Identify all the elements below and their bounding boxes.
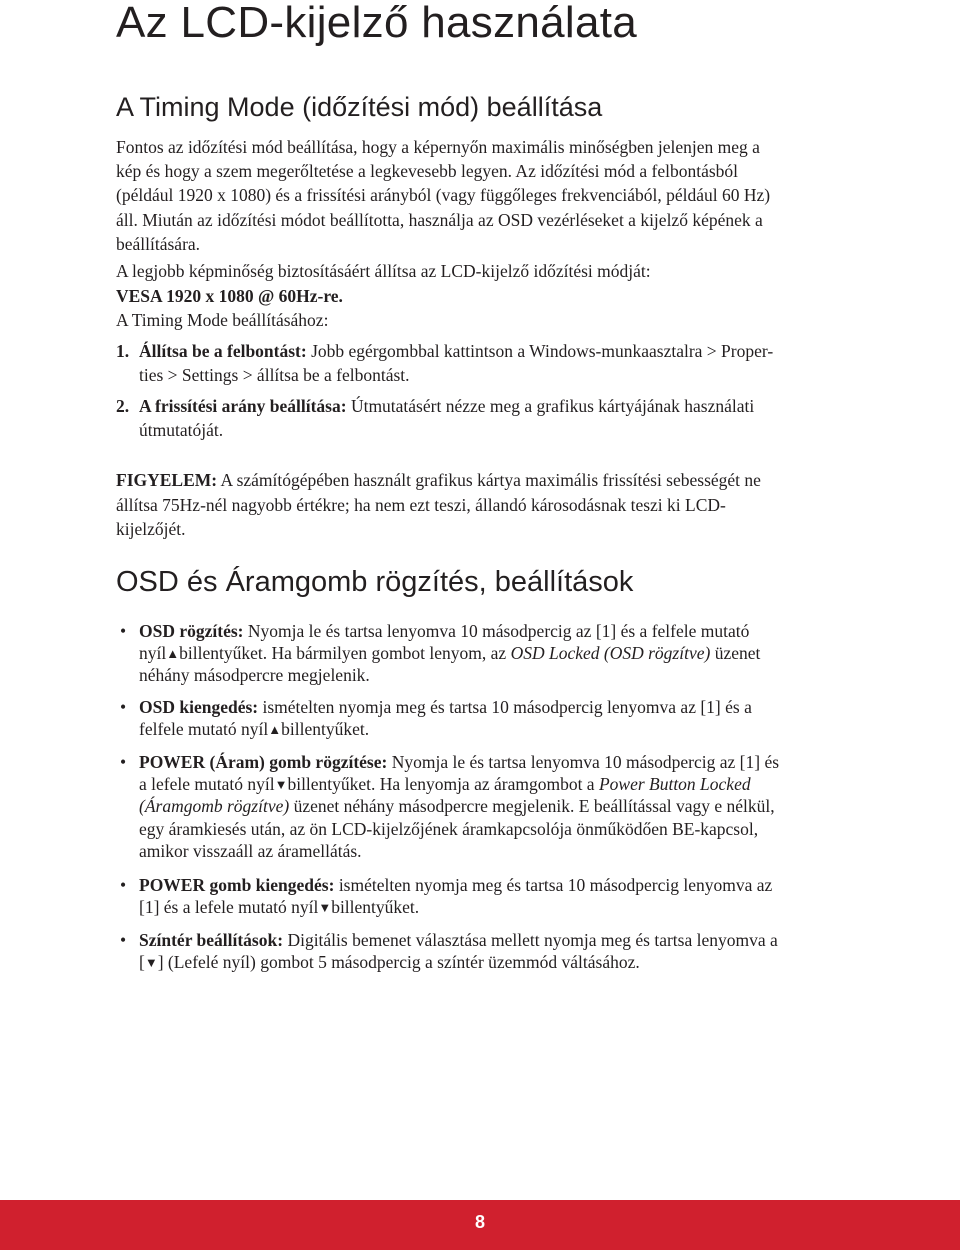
page-title: Az LCD-kijelző használata	[116, 0, 638, 47]
warning-text: állítsa 75Hz-nél nagyobb értékre; ha nem ezt teszi, állandó károsodásnak teszi ki LCD-	[116, 495, 726, 515]
best-quality-value: VESA 1920 x 1080 @ 60Hz-re.	[116, 286, 343, 306]
bullet-icon: •	[120, 875, 127, 895]
item-label: OSD kiengedés:	[139, 697, 259, 717]
list-item: Színtér beállítások: Digitális bemenet választása mellett nyomja meg és tartsa lenyomva a	[139, 930, 778, 950]
list-item-continued: (Áramgomb rögzítve) üzenet néhány másodpercre megjelenik. E beállítással vagy e nélkül,	[139, 796, 775, 816]
list-item-continued: felfele mutató nyíl▲billentyűket.	[139, 719, 370, 739]
message-text: Power Button Locked	[598, 774, 751, 794]
down-arrow-icon: ▼	[274, 777, 288, 792]
step-text-continued: útmutatóját.	[139, 420, 224, 440]
timing-intro-line: áll. Miután az időzítési módot beállította, használja az OSD vezérléseket a kijelző képének a	[116, 210, 763, 230]
list-item: POWER (Áram) gomb rögzítése: Nyomja le és tartsa lenyomva 10 másodpercig az [1] és	[139, 752, 780, 772]
up-arrow-icon: ▲	[268, 722, 282, 737]
step-text: Állítsa be a felbontást: Jobb egérgombbal kattintson a Windows-munkaasztalra > Proper-	[139, 341, 774, 361]
message-text: (Áramgomb rögzítve)	[139, 796, 290, 816]
page-number: 8	[474, 1212, 485, 1232]
bullet-icon: •	[120, 697, 127, 717]
step-text-continued: ties > Settings > állítsa be a felbontást.	[139, 365, 410, 385]
list-item-continued: egy áramkiesés után, az ön LCD-kijelzőjének áramkapcsolója önműködően BE-kapcsol,	[139, 819, 759, 839]
step-text: A frissítési arány beállítása: Útmutatásért nézze meg a grafikus kártyájának használati	[139, 396, 755, 416]
osd-heading: OSD és Áramgomb rögzítés, beállítások	[116, 566, 634, 598]
warning-text: kijelzőjét.	[116, 519, 186, 539]
step-label: A frissítési arány beállítása:	[139, 396, 347, 416]
up-arrow-icon: ▲	[166, 646, 180, 661]
list-item-continued: néhány másodpercre megjelenik.	[139, 665, 370, 685]
timing-heading: A Timing Mode (időzítési mód) beállítása	[116, 92, 603, 122]
footer-bar	[0, 1200, 960, 1250]
step-number: 2.	[116, 396, 130, 416]
best-quality-text: A legjobb képminőség biztosításáért állítsa az LCD-kijelző időzítési módját:	[116, 261, 651, 281]
warning-text: FIGYELEM: A számítógépében használt grafikus kártya maximális frissítési sebességét ne	[116, 470, 761, 490]
list-item: OSD kiengedés: ismételten nyomja meg és tartsa 10 másodpercig lenyomva az [1] és a	[139, 697, 752, 717]
timing-howto: A Timing Mode beállításához:	[116, 310, 329, 330]
list-item: OSD rögzítés: Nyomja le és tartsa lenyomva 10 másodpercig az [1] és a felfele mutató	[139, 621, 750, 641]
step-number: 1.	[116, 341, 130, 361]
list-item-continued: nyíl▲billentyűket. Ha bármilyen gombot lenyom, az OSD Locked (OSD rögzítve) üzenet	[139, 643, 761, 663]
list-item-continued: [▼] (Lefelé nyíl) gombot 5 másodpercig a színtér üzemmód váltásához.	[139, 952, 640, 972]
list-item-continued: a lefele mutató nyíl▼billentyűket. Ha lenyomja az áramgombot a Power Button Locked	[139, 774, 751, 794]
list-item-continued: [1] és a lefele mutató nyíl▼billentyűket.	[139, 897, 420, 917]
item-label: POWER gomb kiengedés:	[139, 875, 335, 895]
warning-label: FIGYELEM:	[116, 470, 218, 490]
timing-intro-line: (például 1920 x 1080) és a frissítési arányból (vagy függőleges frekvenciából, például 60 Hz)	[116, 185, 771, 205]
bullet-icon: •	[120, 930, 127, 950]
timing-intro-line: Fontos az időzítési mód beállítása, hogy a képernyőn maximális minőségben jelenjen meg a	[116, 137, 760, 157]
step-label: Állítsa be a felbontást:	[139, 341, 307, 361]
timing-intro-line: beállítására.	[116, 234, 201, 254]
bullet-icon: •	[120, 621, 127, 641]
item-label: Színtér beállítások:	[139, 930, 284, 950]
item-label: OSD rögzítés:	[139, 621, 244, 641]
bullet-icon: •	[120, 752, 127, 772]
item-label: POWER (Áram) gomb rögzítése:	[139, 752, 388, 772]
list-item: POWER gomb kiengedés: ismételten nyomja meg és tartsa 10 másodpercig lenyomva az	[139, 875, 773, 895]
down-arrow-icon: ▼	[318, 900, 332, 915]
list-item-continued: amikor visszaáll az áramellátás.	[139, 841, 362, 861]
down-arrow-icon: ▼	[144, 955, 158, 970]
timing-intro-line: kép és hogy a szem megerőltetése a legkevesebb legyen. Az időzítési mód a felbontásból	[116, 161, 739, 181]
message-text: OSD Locked (OSD rögzítve)	[510, 643, 711, 663]
